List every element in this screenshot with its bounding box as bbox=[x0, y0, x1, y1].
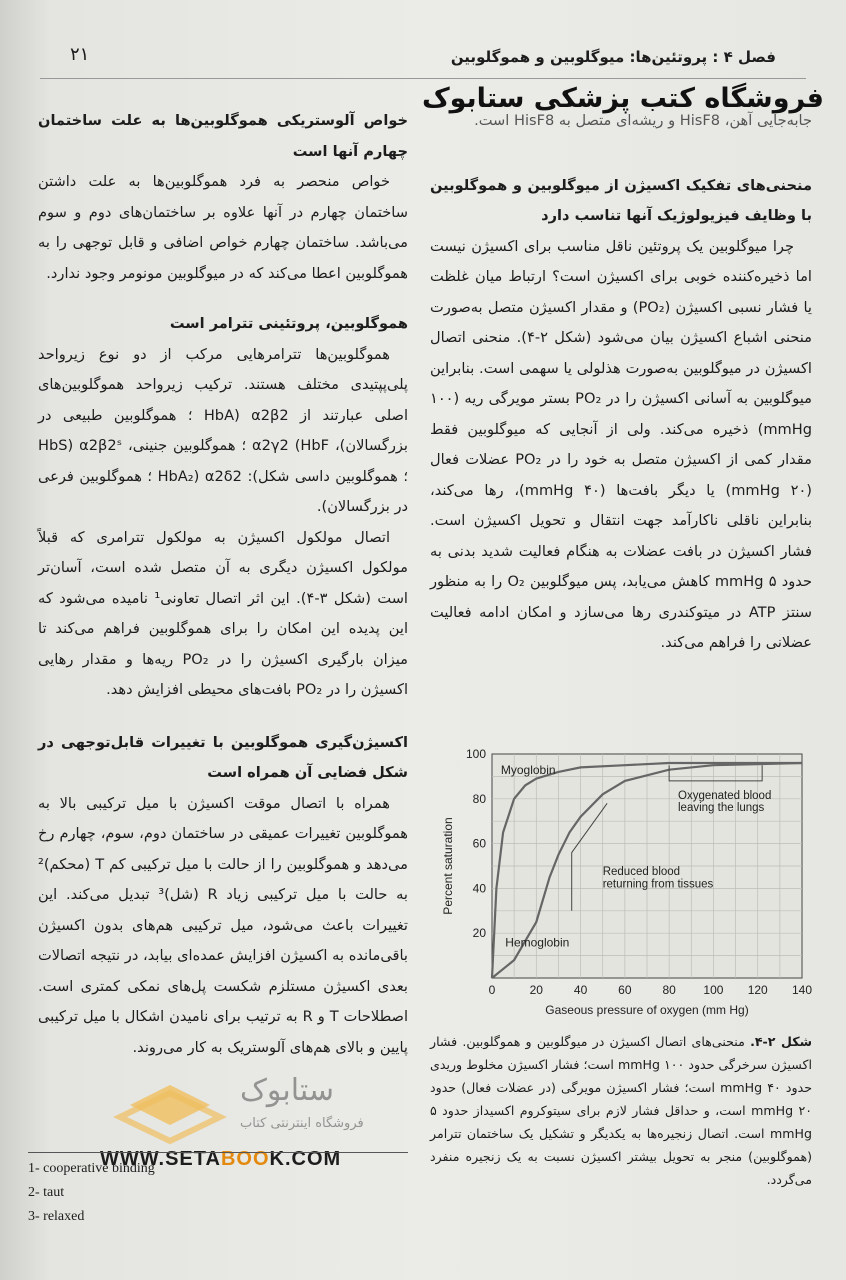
setabook-logo-icon bbox=[90, 1055, 370, 1155]
x-tick-label: 20 bbox=[529, 983, 543, 997]
right-column bbox=[430, 106, 812, 659]
annotation-label: leaving the lungs bbox=[678, 802, 765, 815]
annotation-label: returning from tissues bbox=[602, 878, 714, 891]
store-watermark: فروشگاه کتب پزشکی ستابوک bbox=[421, 83, 824, 114]
paragraph: اتصال مولکول اکسیژن به مولکول تترامری که قبلاً مولکول اکسیژن دیگری به آن متصل شده است، آسان‌تر است (شکل ۳-۴). این اثر اتصال تعاونی¹ نامیده می‌شود که این پدیده این امکان را برای هموگلوبین فراهم می‌کند تا میزان بارگیری اکسیژن را در PO₂ ریه‌ها و مقدار رهایی اکسیژن را در PO₂ بافت‌های محیطی افزایش دهد. bbox=[38, 528, 409, 698]
top-fragment: جابه‌جایی آهن، HisF8 و ریشه‌ای متصل به HisF8 است. bbox=[474, 112, 812, 129]
page-number: ۲۱ bbox=[70, 44, 90, 65]
section-heading: خواص آلوستریکی هموگلوبین‌ها به علت ساختمان چهارم آنها است bbox=[38, 112, 408, 160]
footnote: 1- cooperative binding bbox=[28, 1161, 155, 1176]
x-tick-label: 100 bbox=[703, 983, 724, 997]
y-axis-label: Percent saturation bbox=[441, 817, 455, 915]
x-axis-label: Gaseous pressure of oxygen (mm Hg) bbox=[545, 1003, 749, 1017]
x-tick-label: 120 bbox=[747, 983, 768, 997]
caption-text: منحنی‌های اتصال اکسیژن در میوگلوبین و هموگلوبین. فشار اکسیژن سرخرگی حدود ۱۰۰ mmHg است؛ فشار اکسیژن مخلوط وریدی حدود ۴۰ mmHg است؛ فشار اکسیژن مویرگی (در عضلات فعال) حدود ۲۰ mmHg است، و حداقل فشار لازم برای سیتوکروم اکسیداز حدود ۵ mmHg است. اتصال زنجیره‌ها به یکدیگر و تشکیل یک ساختمان تترامر (هموگلوبین) منجر به تحویل بیشتر اکسیژن نسبت به یک زنجیره منفرد می‌گردد. bbox=[430, 1034, 812, 1187]
paragraph: هموگلوبین‌ها تترامرهایی مرکب از دو نوع زیرواحد پلی‌پپتیدی مختلف هستند. ترکیب زیرواحد هموگلوبین‌های اصلی عبارتند از α2β2 (HbA ؛ هموگلوبین طبیعی در بزرگسالان)، α2γ2 (HbF ؛ هموگلوبین جنینی، α2β2ˢ (HbS ؛ هموگلوبین داسی شکل): α2δ2 (HbA₂ ؛ هموگلوبین فرعی در بزرگسالان). bbox=[38, 345, 408, 515]
section-heading: هموگلوبین، پروتئینی تترامر است bbox=[169, 315, 408, 332]
svg-text:ستابوک: ستابوک bbox=[240, 1073, 335, 1108]
annotation-label: Reduced blood bbox=[602, 865, 681, 878]
footnote: 3- relaxed bbox=[28, 1209, 85, 1224]
y-tick-label: 40 bbox=[472, 881, 486, 896]
x-tick-label: 0 bbox=[488, 983, 496, 997]
section-heading: اکسیژن‌گیری هموگلوبین با تغییرات قابل‌توجهی در شکل فضایی آن همراه است bbox=[38, 733, 408, 781]
x-tick-label: 40 bbox=[573, 983, 588, 997]
left-column bbox=[38, 106, 408, 1063]
x-tick-label: 140 bbox=[791, 983, 813, 997]
page-header bbox=[40, 38, 806, 79]
y-tick-label: 60 bbox=[472, 836, 486, 851]
series-label: Myoglobin bbox=[500, 763, 556, 778]
figure-caption bbox=[430, 1030, 812, 1191]
series-label: Hemoglobin bbox=[505, 935, 570, 950]
store-url: WWW.SETABOOK.COM bbox=[100, 1148, 342, 1170]
y-tick-label: 80 bbox=[472, 791, 486, 806]
logo-tagline: فروشگاه اینترنتی کتاب bbox=[240, 1116, 364, 1131]
footnote: 2- taut bbox=[28, 1185, 65, 1200]
paragraph: خواص منحصر به فرد هموگلوبین‌ها به علت داشتن ساختمان چهارم در آنها علاوه بر ساختمان‌های دوم و سوم می‌باشد. ساختمان چهارم خواص اضافی و قابل توجهی را به هموگلوبین اعطا می‌کند که در میوگلوبین مونومر وجود ندارد. bbox=[38, 173, 408, 282]
chapter-title: فصل ۴ : پروتئین‌ها: میوگلوبین و هموگلوبین bbox=[450, 48, 776, 66]
x-tick-label: 80 bbox=[662, 983, 676, 997]
footnotes bbox=[28, 1152, 408, 1229]
section-heading: منحنی‌های تفکیک اکسیژن از میوگلوبین و هموگلوبین با وظایف فیزیولوژیک آنها تناسب دارد bbox=[430, 176, 812, 224]
annotation-label: Oxygenated blood bbox=[678, 789, 772, 802]
y-tick-label: 20 bbox=[472, 926, 486, 941]
x-tick-label: 60 bbox=[618, 983, 632, 997]
y-tick-label: 100 bbox=[465, 747, 486, 761]
paragraph: چرا میوگلوبین یک پروتئین ناقل مناسب برای اکسیژن نیست اما ذخیره‌کننده خوبی برای اکسیژن است؟ ارتباط میان غلظت یا فشار نسبی اکسیژن (PO₂) و مقدار اکسیژن متصل به‌صورت منحنی اشباع اکسیژن بیان می‌شود (شکل ۲-۴). منحنی اتصال اکسیژن در میوگلوبین به‌صورت هذلولی یا سهمی است. بنابراین میوگلوبین به آسانی اکسیژن را در PO₂ بستر مویرگی ریه (۱۰۰ mmHg) ذخیره می‌کند. ولی از آنجایی که میوگلوبین فقط مقدار کمی از اکسیژن متصل به خود را در PO₂ عضلات فعال (۲۰ mmHg) یا دیگر بافت‌ها (۴۰ mmHg)، رها می‌کند، بنابراین ناقلی ناکارآمد جهت انتقال و تحویل اکسیژن است. فشار اکسیژن در بافت عضلات به هنگام فعالیت شدید بدنی به حدود ۵ mmHg کاهش می‌یابد، پس میوگلوبین O₂ را به منظور سنتز ATP در میتوکندری رها می‌سازد و امکان ادامه فعالیت عضلانی را فراهم می‌کند. bbox=[430, 237, 813, 651]
caption-label: شکل ۲-۴. bbox=[750, 1034, 812, 1049]
paragraph: همراه با اتصال موقت اکسیژن با میل ترکیبی بالا به هموگلوبین تغییرات عمیقی در ساختمان دوم، سوم، چهارم رخ می‌دهد و هموگلوبین را از حالت با میل ترکیبی کم T (محکم)² به حالت با میل ترکیبی زیاد R (شل)³ تبدیل می‌کند. این تغییرات باعث می‌شود، میل ترکیبی هم‌های بدون اکسیژن باقی‌مانده به اکسیژن افزایش عمده‌ای بیابد، در نتیجه اتصالات بعدی اکسیژن مستلزم شکست پل‌های نمکی کمتری است. اصطلاحات T و R به ترتیب برای نامیدن اشکال با میل ترکیبی پایین و بالای هم‌های آلوستریک به کار می‌روند. bbox=[38, 794, 409, 1056]
oxygen-binding-chart bbox=[428, 740, 828, 1030]
